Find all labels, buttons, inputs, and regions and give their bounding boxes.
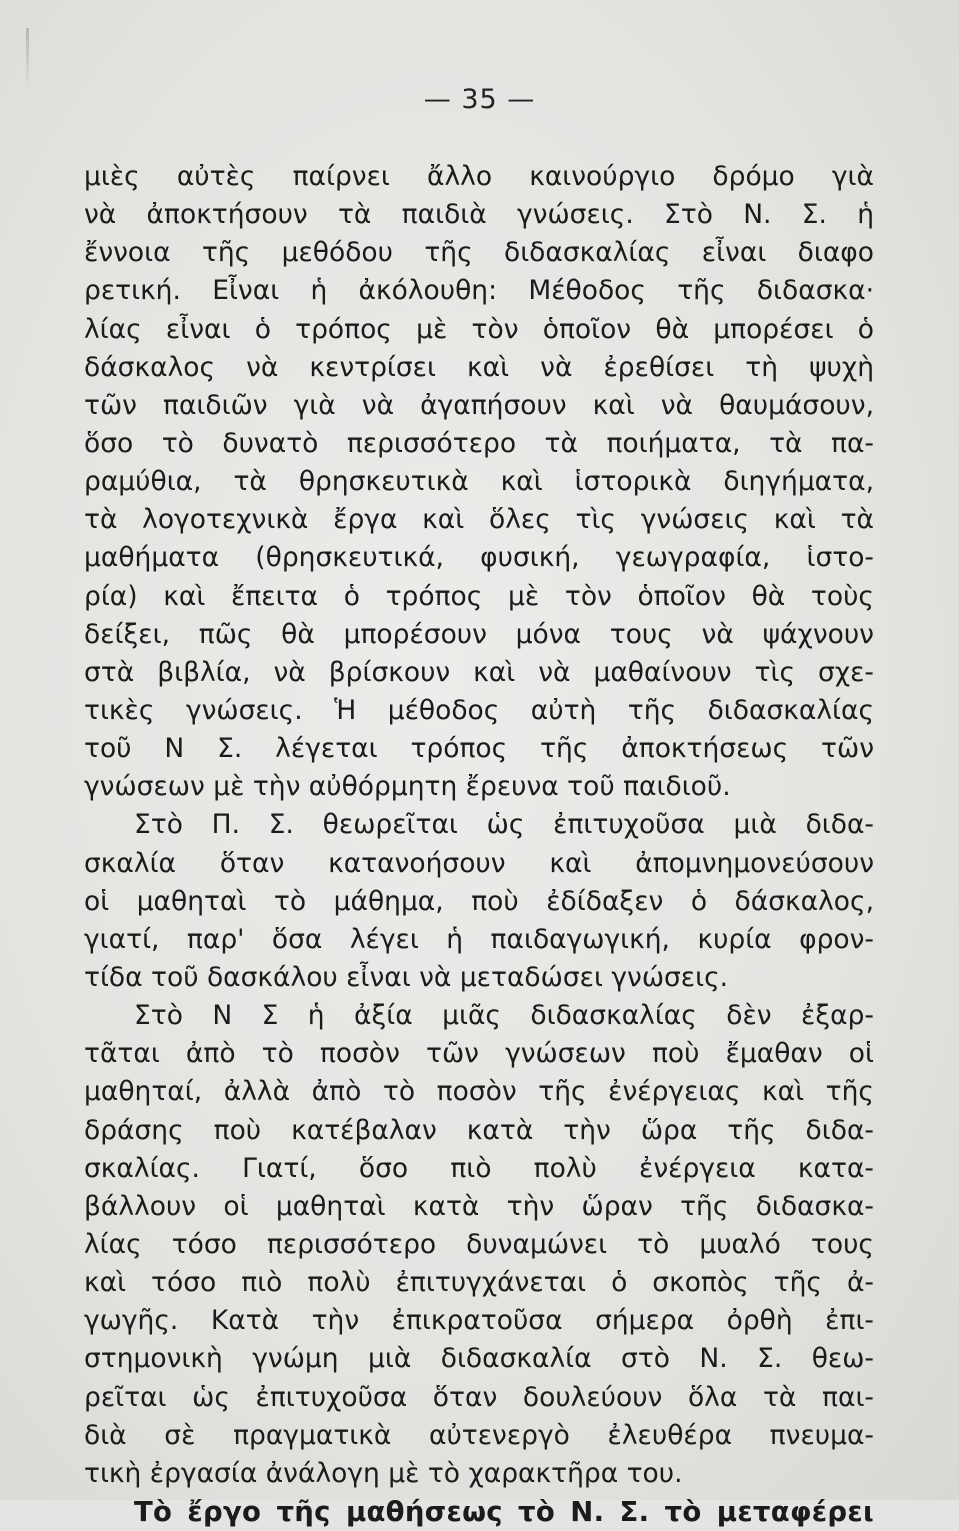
text-line: τικὴ ἐργασία ἀνάλογη μὲ τὸ χαρακτῆρα του. [84,1457,683,1489]
text-line: λίας τόσο περισσότερο δυναμώνει τὸ μυαλό τους [84,1228,874,1260]
text-line: μαθηταί, ἀλλὰ ἀπὸ τὸ ποσὸν τῆς ἐνέργειας καὶ τῆς [84,1076,874,1108]
text-line: βάλλουν οἱ μαθηταὶ κατὰ τὴν ὥραν τῆς διδασκα- [84,1190,874,1222]
text-line: Τὸ ἔργο τῆς μαθήσεως τὸ Ν. Σ. τὸ μεταφέρει [134,1495,874,1528]
text-line: τῶν παιδιῶν γιὰ νὰ ἀγαπήσουν καὶ νὰ θαυμάσουν, [84,389,874,421]
text-line: τίδα τοῦ δασκάλου εἶναι νὰ μεταδώσει γνώσεις. [84,961,729,993]
text-line: σκαλία ὅταν κατανοήσουν καὶ ἀπομνημονεύσουν [84,847,874,879]
text-line: μιὲς αὐτὲς παίρνει ἄλλο καινούργιο δρόμο γιὰ [84,161,874,192]
text-line: δάσκαλος νὰ κεντρίσει καὶ νὰ ἐρεθίσει τὴ ψυχὴ [84,351,874,383]
text-line: ἔννοια τῆς μεθόδου τῆς διδασκαλίας εἶναι διαφο [84,237,874,269]
text-line: διὰ σὲ πραγματικὰ αὐτενεργὸ ἐλευθέρα πνευμα- [84,1419,874,1451]
text-line: Στὸ Ν Σ ἡ ἀξία μιᾶς διδασκαλίας δὲν ἐξαρ- [134,1000,874,1032]
text-line: Στὸ Π. Σ. θεωρεῖται ὡς ἐπιτυχοῦσα μιὰ διδα- [134,809,874,841]
text-line: γνώσεων μὲ τὴν αὐθόρμητη ἔρευνα τοῦ παιδιοῦ. [84,771,731,803]
text-line: λίας εἶναι ὁ τρόπος μὲ τὸν ὁποῖον θὰ μπορέσει ὁ [84,313,874,345]
text-line: σκαλίας. Γιατί, ὅσο πιὸ πολὺ ἐνέργεια κατα- [84,1152,874,1184]
text-line: ρετική. Εἶναι ἡ ἀκόλουθη: Μέθοδος τῆς διδασκα· [84,275,874,307]
text-line: καὶ τόσο πιὸ πολὺ ἐπιτυγχάνεται ὁ σκοπὸς τῆς ἀ- [84,1267,874,1299]
text-line: ρεῖται ὡς ἐπιτυχοῦσα ὅταν δουλεύουν ὅλα τὰ παι- [84,1381,874,1413]
text-line: τᾶται ἀπὸ τὸ ποσὸν τῶν γνώσεων ποὺ ἔμαθαν οἱ [84,1038,874,1070]
text-line: τικὲς γνώσεις. Ἡ μέθοδος αὐτὴ τῆς διδασκαλίας [84,694,874,726]
text-line: στὰ βιβλία, νὰ βρίσκουν καὶ νὰ μαθαίνουν τὶς σχε- [84,656,874,688]
body-text [84,158,874,1531]
text-line: ραμύθια, τὰ θρησκευτικὰ καὶ ἱστορικὰ διηγήματα, [84,466,874,498]
text-line: οἱ μαθηταὶ τὸ μάθημα, ποὺ ἐδίδαξεν ὁ δάσκαλος, [84,885,874,917]
text-line: τοῦ Ν Σ. λέγεται τρόπος τῆς ἀποκτήσεως τῶν [84,733,874,765]
text-line: ὅσο τὸ δυνατὸ περισσότερο τὰ ποιήματα, τὰ πα- [84,427,874,459]
text-line: μαθήματα (θρησκευτικά, φυσική, γεωγραφία, ἱστο- [84,542,874,574]
page-number: — 35 — [423,84,536,115]
text-line: στημονικὴ γνώμη μιὰ διδασκαλία στὸ Ν. Σ. θεω- [84,1343,874,1375]
text-line: ρία) καὶ ἔπειτα ὁ τρόπος μὲ τὸν ὁποῖον θὰ τοὺς [84,580,874,612]
text-line: γωγῆς. Κατὰ τὴν ἐπικρατοῦσα σήμερα ὀρθὴ ἐπι- [84,1305,874,1337]
text-line: γιατί, παρ' ὅσα λέγει ἡ παιδαγωγική, κυρία φρον- [84,923,874,955]
text-line: δείξει, πῶς θὰ μπορέσουν μόνα τους νὰ ψάχνουν [84,618,874,650]
scan-edge-mark [26,28,29,88]
text-line: δράσης ποὺ κατέβαλαν κατὰ τὴν ὥρα τῆς διδα- [84,1114,874,1146]
text-line: νὰ ἀποκτήσουν τὰ παιδιὰ γνώσεις. Στὸ Ν. Σ. ἡ [84,199,874,231]
text-line: τὰ λογοτεχνικὰ ἔργα καὶ ὅλες τὶς γνώσεις καὶ τὰ [84,504,874,536]
